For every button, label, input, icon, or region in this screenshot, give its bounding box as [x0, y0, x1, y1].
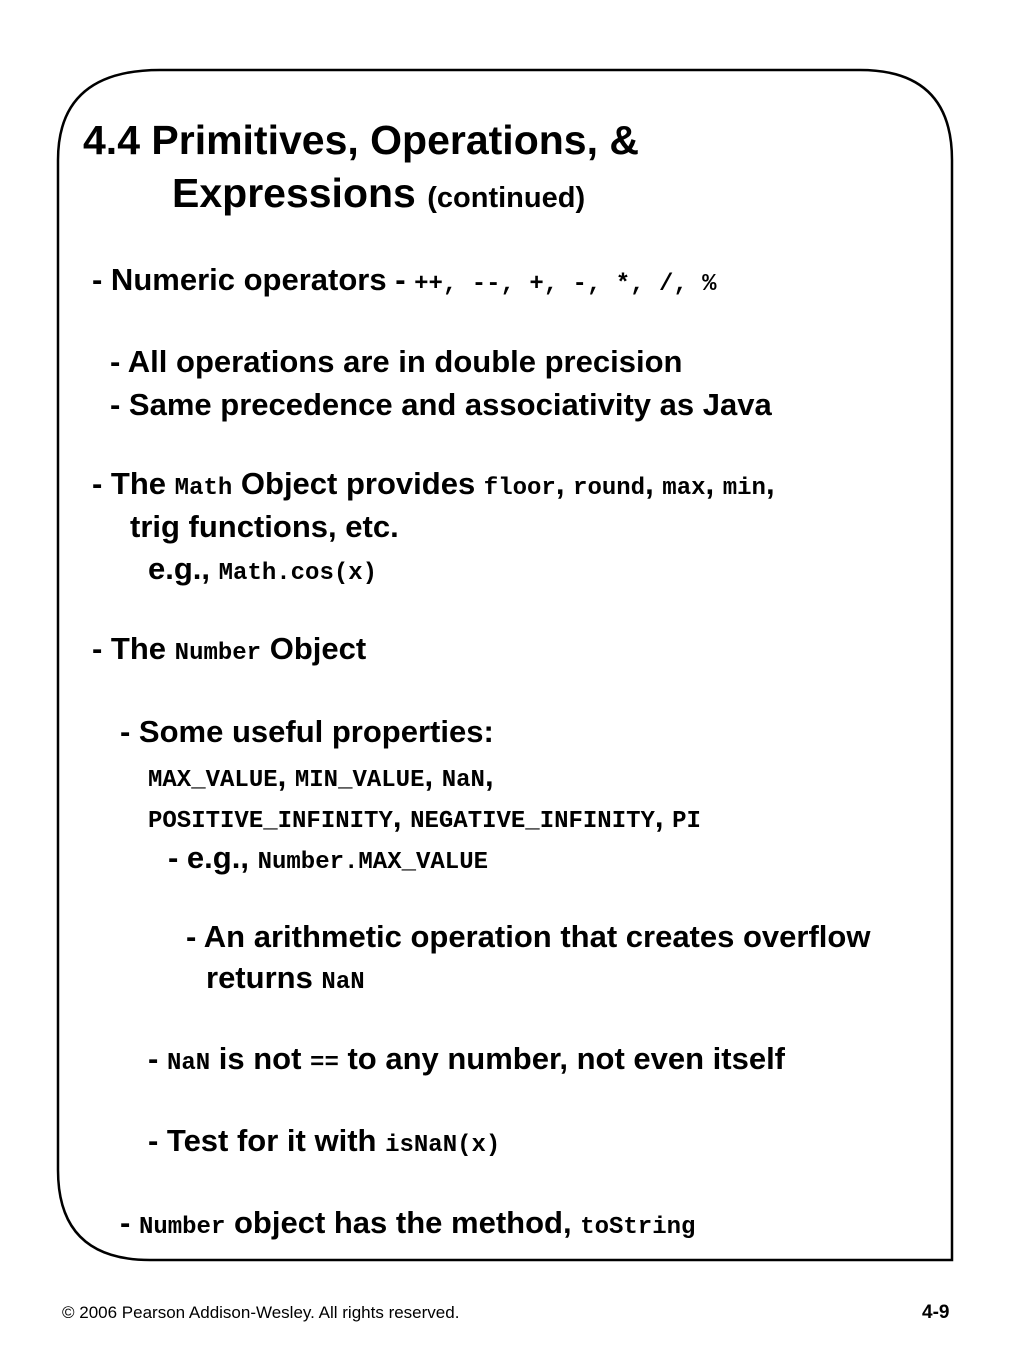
bullet-precedence: - Same precedence and associativity as Java — [110, 387, 772, 422]
footer-copyright: © 2006 Pearson Addison-Wesley. All rights reserved. — [62, 1303, 460, 1322]
math-object-text-2: Object provides — [232, 466, 484, 501]
bullet-math-example — [148, 553, 377, 586]
pi-code: PI — [672, 808, 701, 835]
slide-title-line2 — [172, 170, 586, 216]
number-code: Number — [174, 640, 262, 667]
round-code: round — [573, 475, 646, 502]
slide-title-line1 — [83, 117, 639, 163]
bullet-numeric-operators — [92, 264, 717, 297]
positive-infinity-code: POSITIVE_INFINITY — [148, 808, 393, 835]
numeric-operators-code: ++, --, +, -, *, /, % — [414, 271, 717, 298]
nan-code: NaN — [321, 969, 365, 996]
bullet-overflow-line1: - An arithmetic operation that creates overflow — [186, 919, 871, 954]
separator: , — [277, 758, 295, 793]
bullet-number-example — [168, 842, 488, 875]
number-code: Number — [138, 1214, 226, 1241]
bullet-double-precision: - All operations are in double precision — [110, 344, 683, 379]
separator: , — [555, 466, 574, 501]
bullet-properties-line1 — [148, 760, 494, 793]
isnan-text: - Test for it with — [148, 1123, 386, 1158]
separator: , — [645, 466, 663, 501]
max-code: max — [662, 475, 706, 502]
bullet-tostring — [120, 1207, 695, 1240]
bullet-number-object — [92, 633, 366, 666]
negative-infinity-code: NEGATIVE_INFINITY — [410, 808, 655, 835]
separator: , — [201, 551, 219, 586]
title-continued: (continued) — [427, 182, 586, 214]
separator: , — [484, 758, 494, 793]
separator: , — [654, 799, 673, 834]
min-code: min — [722, 475, 766, 502]
overflow-returns-text: returns — [206, 960, 322, 995]
numeric-operators-text: - Numeric operators - — [92, 262, 415, 297]
math-code: Math — [174, 475, 233, 502]
math-eg-label: e.g. — [148, 551, 202, 586]
bullet-isnan — [148, 1125, 500, 1158]
nan-equal-text-2: is not — [210, 1041, 311, 1076]
number-max-value-code: Number.MAX_VALUE — [257, 849, 489, 876]
bullet-nan-equality — [148, 1043, 785, 1076]
number-eg-label: - e.g. — [168, 840, 241, 875]
math-cos-code: Math.cos(x) — [218, 560, 378, 587]
tostring-code: toString — [580, 1214, 696, 1241]
isnan-code: isNaN(x) — [385, 1132, 501, 1159]
title-line1-text: 4.4 Primitives, Operations, & — [83, 117, 639, 163]
nan-code: NaN — [441, 767, 485, 794]
math-object-text-1: - The — [92, 466, 175, 501]
separator: , — [392, 799, 411, 834]
floor-code: floor — [483, 475, 556, 502]
separator: , — [240, 840, 258, 875]
bullet-properties-heading: - Some useful properties: — [120, 714, 494, 749]
bullet-properties-line2 — [148, 801, 701, 834]
bullet-math-object — [92, 468, 775, 501]
tostring-text-2: object has the method, — [225, 1205, 581, 1240]
nan-equal-text-1: - — [148, 1041, 167, 1076]
nan-equal-text-3: to any number, not even itself — [338, 1041, 785, 1076]
nan-code: NaN — [166, 1050, 211, 1077]
separator: , — [424, 758, 442, 793]
max-value-code: MAX_VALUE — [148, 767, 278, 794]
number-object-text-1: - The — [92, 631, 175, 666]
footer-page-number: 4-9 — [922, 1302, 950, 1323]
title-line2-text: Expressions — [172, 170, 416, 216]
bullet-trig: trig functions, etc. — [130, 509, 399, 544]
number-object-text-2: Object — [261, 631, 367, 666]
tostring-text-1: - — [120, 1205, 139, 1240]
separator: , — [705, 466, 723, 501]
equality-operator-code: == — [310, 1050, 339, 1077]
min-value-code: MIN_VALUE — [294, 767, 425, 794]
separator: , — [765, 466, 775, 501]
bullet-overflow-line2 — [206, 962, 365, 995]
